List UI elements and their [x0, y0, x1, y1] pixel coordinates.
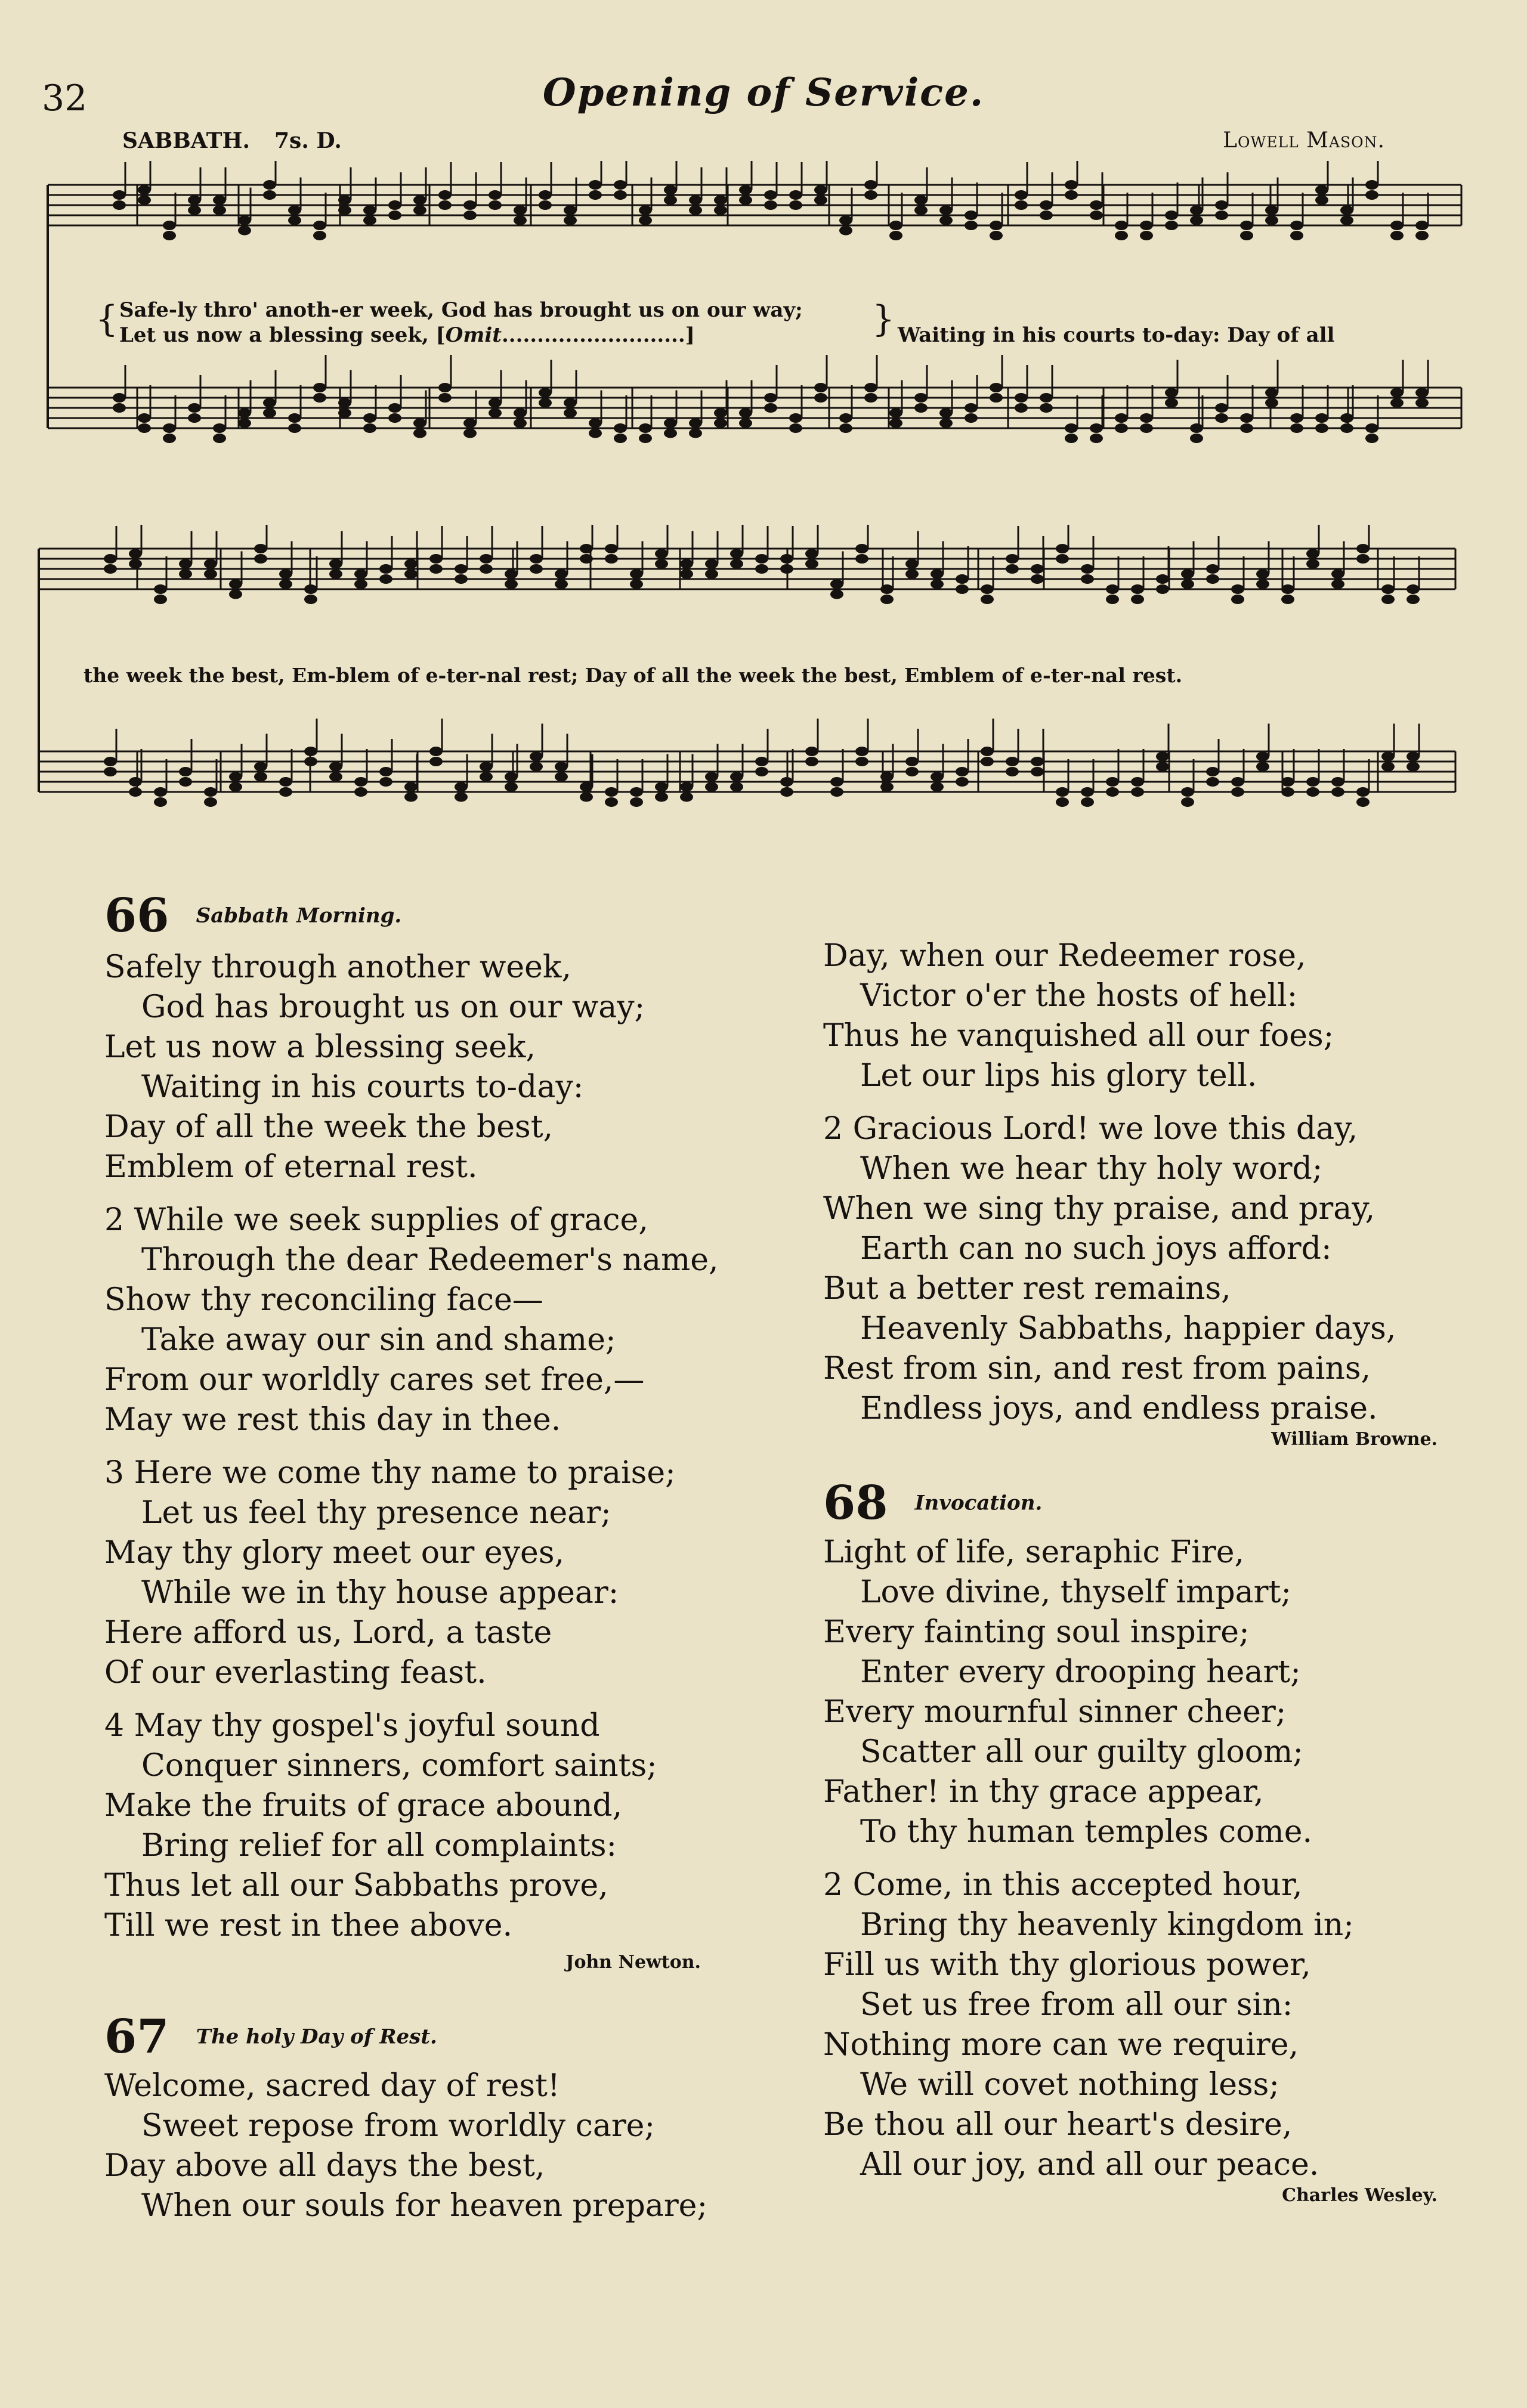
- verse-line: When our souls for heaven prepare;: [141, 2188, 707, 2224]
- verse-line: May thy glory meet our eyes,: [104, 1535, 565, 1571]
- lyric-system2: the week the best, Em-blem of e-ter-nal rest; Day of all the week the best, Emblem of e-ter-nal rest.: [84, 664, 1183, 687]
- hymn-67: [104, 2010, 761, 2226]
- verse-line: Endless joys, and endless praise.: [860, 1391, 1378, 1426]
- hymn-66-number: 66: [104, 889, 169, 943]
- verse-line: Thus he vanquished all our foes;: [823, 1018, 1334, 1054]
- verse-line: Day above all days the best,: [104, 2148, 545, 2184]
- verse-line: Victor o'er the hosts of hell:: [860, 978, 1298, 1014]
- verse-line: Fill us with thy glorious power,: [823, 1947, 1311, 1983]
- verse-line: Let us feel thy presence near;: [141, 1495, 611, 1531]
- verse-line: Emblem of eternal rest.: [104, 1149, 478, 1185]
- lyric-system1-line1: Safe-ly thro' anoth-er week, God has brought us on our way;: [119, 298, 803, 322]
- verse-line: Of our everlasting feast.: [104, 1655, 487, 1691]
- verse-line: May we rest this day in thee.: [104, 1402, 561, 1438]
- verse-line: All our joy, and all our peace.: [860, 2147, 1319, 2183]
- verse-line: Welcome, sacred day of rest!: [104, 2068, 560, 2104]
- verse-line: Bring thy heavenly kingdom in;: [860, 1907, 1354, 1943]
- music-staff: [48, 355, 1461, 443]
- verse-line: Be thou all our heart's desire,: [823, 2107, 1293, 2143]
- verse-line: Every mournful sinner cheer;: [823, 1694, 1287, 1730]
- brace-symbol-right: }: [872, 298, 895, 340]
- verse-line: Show thy reconciling face—: [104, 1282, 543, 1318]
- music-staff: [48, 161, 1461, 240]
- verse-line: 3 Here we come thy name to praise;: [104, 1455, 676, 1491]
- lyric-system1-continuation: Waiting in his courts to-day: Day of all: [898, 323, 1335, 347]
- hymn-67-stanza-1: [104, 2066, 761, 2226]
- tune-composer: Lowell Mason.: [1223, 128, 1385, 153]
- verse-line: While we in thy house appear:: [141, 1575, 619, 1611]
- verse-line: Nothing more can we require,: [823, 2027, 1299, 2063]
- verse-line: Every fainting soul inspire;: [823, 1614, 1250, 1650]
- verse-line: Thus let all our Sabbaths prove,: [104, 1868, 608, 1904]
- verse-line: Conquer sinners, comfort saints;: [141, 1748, 657, 1784]
- section-title: Opening of Service.: [542, 70, 985, 115]
- verse-line: When we hear thy holy word;: [860, 1151, 1323, 1187]
- page-number: 32: [42, 78, 88, 119]
- hymn-66: [104, 889, 761, 1973]
- hymn-68-number: 68: [823, 1476, 888, 1530]
- verse-line: Take away our sin and shame;: [141, 1322, 616, 1358]
- verse-line: We will covet nothing less;: [860, 2067, 1279, 2103]
- verse-line: 2 Come, in this accepted hour,: [823, 1867, 1303, 1903]
- hymn-67-stanza-2: [823, 1109, 1449, 1429]
- lyric-system1-line2: [119, 323, 695, 347]
- verse-line: Through the dear Redeemer's name,: [141, 1242, 719, 1278]
- verse-line: Make the fruits of grace abound,: [104, 1788, 623, 1824]
- verse-line: But a better rest remains,: [823, 1271, 1231, 1307]
- music-staff: [39, 719, 1455, 807]
- verse-line: From our worldly cares set free,—: [104, 1362, 645, 1398]
- verse-line: Bring relief for all complaints:: [141, 1828, 617, 1864]
- hymn-68-author: Charles Wesley.: [1282, 2185, 1438, 2206]
- tune-meter: 7s. D.: [274, 128, 342, 153]
- hymn-67-heading: [104, 2010, 761, 2064]
- verse-line: 4 May thy gospel's joyful sound: [104, 1708, 600, 1744]
- hymn-66-stanza-3: [104, 1453, 761, 1693]
- verse-line: Heavenly Sabbaths, happier days,: [860, 1311, 1396, 1347]
- hymn-68-title: Invocation.: [914, 1491, 1043, 1515]
- verse-line: Day, when our Redeemer rose,: [823, 938, 1306, 974]
- verse-line: When we sing thy praise, and pray,: [823, 1191, 1375, 1227]
- verse-line: Here afford us, Lord, a taste: [104, 1615, 552, 1651]
- lyric-line2-start: Let us now a blessing seek, [: [119, 323, 446, 347]
- verse-line: Set us free from all our sin:: [860, 1987, 1293, 2023]
- hymn-68-stanza-2: [823, 1865, 1449, 2185]
- hymn-66-title: Sabbath Morning.: [196, 903, 402, 928]
- hymn-67-stanza-1b: [823, 936, 1449, 1096]
- hymn-68-stanza-1: [823, 1533, 1449, 1852]
- verse-line: 2 While we seek supplies of grace,: [104, 1202, 648, 1238]
- lyric-omit: Omit: [445, 323, 502, 347]
- music-system-2: [0, 525, 1527, 883]
- verse-line: Safely through another week,: [104, 949, 571, 985]
- hymn-66-author: John Newton.: [565, 1952, 701, 1973]
- hymn-66-stanza-1: [104, 948, 761, 1187]
- hymn-68: [823, 1476, 1449, 2206]
- brace-symbol: {: [95, 298, 119, 340]
- tune-name: SABBATH.: [122, 128, 251, 153]
- verse-line: Scatter all our guilty gloom;: [860, 1734, 1303, 1770]
- verse-line: Let us now a blessing seek,: [104, 1029, 536, 1065]
- hymn-66-heading: [104, 889, 761, 943]
- hymn-67-continued: [823, 936, 1449, 1450]
- verse-line: Light of life, seraphic Fire,: [823, 1534, 1245, 1570]
- verse-line: God has brought us on our way;: [141, 989, 645, 1025]
- music-staff: [39, 525, 1455, 604]
- lyric-line2-end: ..........................]: [501, 323, 695, 347]
- verse-line: Love divine, thyself impart;: [860, 1574, 1291, 1610]
- hymn-67-title: The holy Day of Rest.: [196, 2025, 437, 2049]
- hymn-66-stanza-4: [104, 1706, 761, 1946]
- verse-line: Sweet repose from worldly care;: [141, 2108, 655, 2144]
- verse-line: Earth can no such joys afford:: [860, 1231, 1332, 1267]
- hymn-67-author: William Browne.: [1271, 1429, 1438, 1450]
- verse-line: 2 Gracious Lord! we love this day,: [823, 1111, 1358, 1147]
- verse-line: Waiting in his courts to-day:: [141, 1069, 584, 1105]
- verse-line: To thy human temples come.: [860, 1814, 1313, 1850]
- hymn-67-number: 67: [104, 2010, 169, 2064]
- verse-line: Till we rest in thee above.: [104, 1908, 513, 1943]
- hymn-68-heading: [823, 1476, 1449, 1530]
- verse-line: Enter every drooping heart;: [860, 1654, 1301, 1690]
- verse-line: Father! in thy grace appear,: [823, 1774, 1264, 1810]
- verse-line: Rest from sin, and rest from pains,: [823, 1351, 1371, 1386]
- hymn-66-stanza-2: [104, 1200, 761, 1440]
- verse-line: Day of all the week the best,: [104, 1109, 554, 1145]
- verse-line: Let our lips his glory tell.: [860, 1058, 1257, 1094]
